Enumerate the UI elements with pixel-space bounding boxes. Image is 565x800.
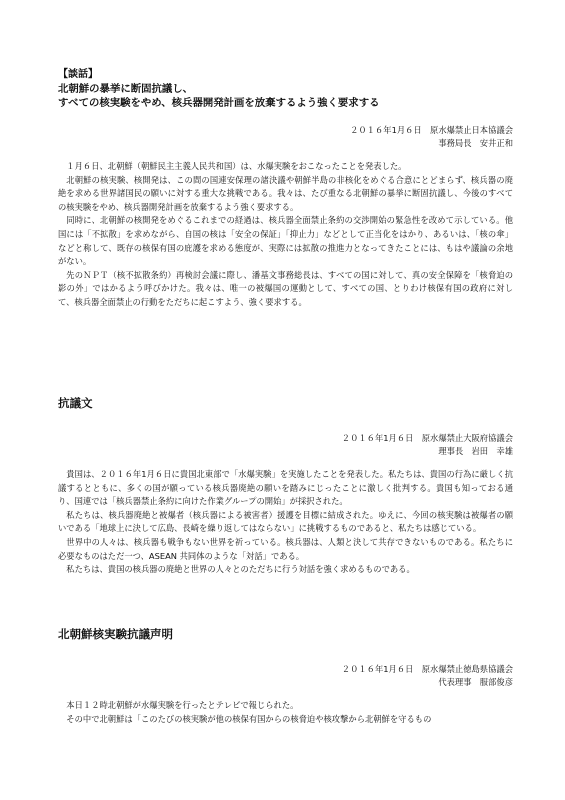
statement-tag: 【談話】	[58, 69, 98, 80]
protest-paragraph: 私たちは、貴国の核兵器の廃絶と世界の人々とのただちに行う対話を強く求めるものである。	[66, 564, 415, 575]
tokushima-title: 北朝鮮核実験抗議声明	[58, 627, 173, 641]
protest-signatory: 理事長 岩田 幸雄	[438, 446, 513, 456]
protest-title: 抗議文	[58, 396, 93, 410]
statement-signatory: 事務局長 安井正和	[438, 138, 513, 148]
statement-paragraph: １月６日、北朝鮮（朝鮮民主主義人民共和国）は、水爆実験をおこなったことを発表した。	[66, 161, 407, 171]
protest-signature	[58, 432, 513, 458]
tokushima-paragraph: 本日１２時北朝鮮が水爆実験を行ったとテレビで報じられた。	[66, 700, 299, 710]
tokushima-body	[58, 699, 513, 726]
protest-section	[58, 396, 513, 577]
protest-paragraph: 私たちは、核兵器廃絶と被爆者（核兵器による被害者）援護を目標に結成された。ゆえに、今回の核実験は被爆者の願いである「地球上に決して広島、長崎を繰り返してはならない」に挑戦するものであると、私たちは感じている。	[58, 509, 513, 534]
tokushima-signatory: 代表理事 服部俊彦	[438, 677, 513, 687]
protest-date-org: ２０１６年1月６日 原水爆禁止大阪府協議会	[341, 433, 513, 443]
tokushima-date-org: ２０１６年1月６日 原水爆禁止徳島県協議会	[341, 664, 513, 674]
tokushima-section	[58, 627, 513, 726]
tokushima-signature	[58, 663, 513, 689]
statement-section	[58, 68, 513, 310]
protest-paragraph: 貴国は、２０１６年1月６日に貴国北東部で「水爆実験」を実施したことを発表した。私たちは、貴国の行為に厳しく抗議するとともに、多くの国が願っている核兵器廃絶の願いを踏みにじったことに激しく批判する。貴国も知っておる通り、国連では「核兵器禁止条約に向けた作業グループの開始」が採択された。	[58, 469, 513, 507]
statement-paragraph: 北朝鮮の核実験、核開発は、この間の国連安保理の諸決議や朝鮮半島の非核化をめぐる合意にとどまらず、核兵器の廃絶を求める世界諸国民の願いに対する重大な挑戦である。我々は、たび重なる北朝鮮の暴挙に断固抗議し、今後のすべての核実験をやめ、核兵器開発計画を放棄するよう強く要求する。	[58, 174, 513, 212]
protest-paragraph: 世界中の人々は、核兵器も戦争もない世界を祈っている。核兵器は、人類と決して共存できないものである。私たちに必要なものはただ一つ、ASEAN 共同体のような「対話」である。	[58, 536, 513, 561]
statement-date-org: ２０１６年1月６日 原水爆禁止日本協議会	[350, 125, 513, 135]
statement-body	[58, 160, 513, 310]
statement-headline-line-1: 北朝鮮の暴挙に断固抗議し、	[58, 83, 194, 95]
tokushima-paragraph: その中で北朝鮮は「このたびの核実験が他の核保有国からの核脅迫や核攻撃から北朝鮮を守るもの	[66, 713, 432, 724]
protest-body	[58, 468, 513, 577]
statement-paragraph: 同時に、北朝鮮の核開発をめぐるこれまでの経過は、核兵器全面禁止条約の交渉開始の緊急性を改めて示している。他国には「不拡散」を求めながら、自国の核は「安全の保証」「抑止力」などとして正当化をはかり、あるいは、「核の傘」などと称して、既存の核保有国の庇護を求める態度が、実際には拡散の推進力となってきたことには、もはや議論の余地がない。	[58, 215, 513, 267]
statement-signature	[58, 124, 513, 150]
statement-paragraph: 先のＮＰＴ（核不拡散条約）再検討会議に際し、潘基文事務総長は、すべての国に対して、真の安全保障を「核脅迫の影の外」ではかるよう呼びかけた。我々は、唯一の被爆国の運動として、すべての国、とりわけ核保有国の政府に対して、核兵器全面禁止の行動をただちに起こすよう、強く要求する。	[58, 269, 513, 307]
statement-headline-line-2: すべての核実験をやめ、核兵器開発計画を放棄するよう強く要求する	[58, 97, 380, 109]
